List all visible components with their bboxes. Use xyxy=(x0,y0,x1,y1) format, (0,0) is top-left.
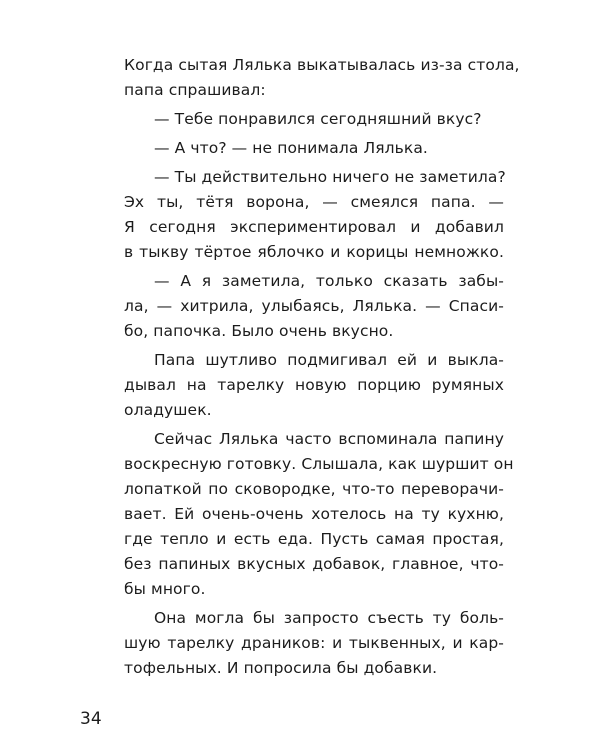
text-line: лопаткой по сковородке, что-то переворачи- xyxy=(124,480,504,498)
text-line: воскресную готовку. Слышала, как шуршит он xyxy=(124,455,514,473)
text-line: в тыкву тёртое яблочко и корицы немножко. xyxy=(124,243,504,261)
text-line: — Тебе понравился сегодняшний вкус? xyxy=(154,110,482,128)
text-line: где тепло и есть еда. Пусть самая простая, xyxy=(124,530,504,548)
text-line: Сейчас Лялька часто вспоминала папину xyxy=(154,430,504,448)
text-line: Папа шутливо подмигивал ей и выкла- xyxy=(154,351,504,369)
text-line: — А я заметила, только сказать забы- xyxy=(154,272,504,290)
text-line: дывал на тарелку новую порцию румяных xyxy=(124,376,504,394)
text-line: бы много. xyxy=(124,580,206,598)
text-line: ла, — хитрила, улыбаясь, Лялька. — Спаси- xyxy=(124,297,504,315)
paragraph-5 xyxy=(124,269,504,344)
paragraph-7 xyxy=(124,427,514,602)
text-line: оладушек. xyxy=(124,401,212,419)
text-line: — А что? — не понимала Лялька. xyxy=(154,139,428,157)
text-line: Я сегодня экспериментировал и добавил xyxy=(124,218,504,236)
paragraph-2 xyxy=(124,107,504,132)
text-line: Эх ты, тётя ворона, — смеялся папа. — xyxy=(124,193,504,211)
paragraph-4 xyxy=(124,165,504,265)
text-line: Она могла бы запросто съесть ту боль- xyxy=(154,609,504,627)
text-line: папа спрашивал: xyxy=(124,81,266,99)
text-line: шую тарелку драников: и тыквенных, и кар- xyxy=(124,634,504,652)
text-line: без папиных вкусных добавок, главное, что- xyxy=(124,555,504,573)
text-line: Когда сытая Лялька выкатывалась из-за стола, xyxy=(124,56,520,74)
body-text xyxy=(124,53,520,685)
text-line: — Ты действительно ничего не заметила? xyxy=(154,168,506,186)
text-line: бо, папочка. Было очень вкусно. xyxy=(124,322,394,340)
paragraph-1 xyxy=(124,53,520,103)
paragraph-6 xyxy=(124,348,504,423)
text-line: вает. Ей очень-очень хотелось на ту кухню, xyxy=(124,505,504,523)
paragraph-3 xyxy=(124,136,504,161)
text-line: тофельных. И попросила бы добавки. xyxy=(124,659,438,677)
paragraph-8 xyxy=(124,606,504,681)
page-number: 34 xyxy=(80,709,102,729)
